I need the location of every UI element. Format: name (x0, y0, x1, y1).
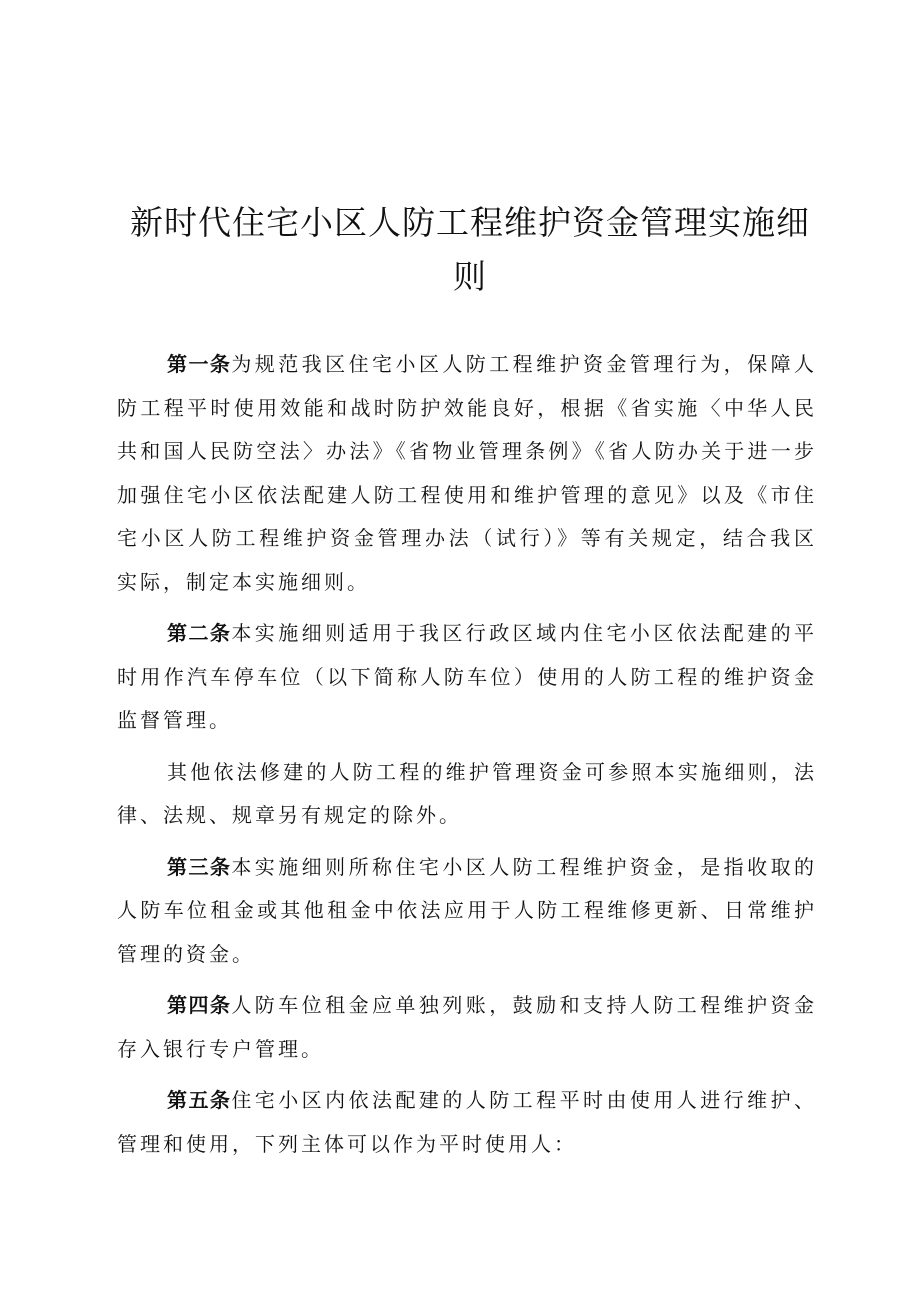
article-5 (117, 1079, 817, 1166)
article-label: 第一条 (167, 352, 232, 376)
document-title: 新时代住宅小区人防工程维护资金管理实施细则 (130, 203, 810, 296)
article-label: 第二条 (167, 621, 232, 645)
article-text: 住宅小区内依法配建的人防工程平时由使用人进行维护、管理和使用，下列主体可以作为平时使用人： (117, 1088, 818, 1156)
article-3 (117, 846, 817, 977)
article-2 (117, 612, 817, 743)
article-label: 第四条 (167, 993, 232, 1017)
article-text: 本实施细则适用于我区行政区域内住宅小区依法配建的平时用作汽车停车位（以下简称人防车位）使用的人防工程的维护资金监督管理。 (117, 621, 818, 732)
article-text: 为规范我区住宅小区人防工程维护资金管理行为，保障人防工程平时使用效能和战时防护效能良好，根据《省实施〈中华人民共和国人民防空法〉办法》《省物业管理条例》《省人防办关于进一步加强住宅小区依法配建人防工程使用和维护管理的意见》以及《市住宅小区人防工程维护资金管理办法（试行）》等有关规定，结合我区实际，制定本实施细则。 (117, 352, 818, 594)
article-1 (117, 343, 817, 604)
document-body (117, 343, 817, 1174)
article-2-paragraph (117, 751, 817, 838)
article-text: 本实施细则所称住宅小区人防工程维护资金，是指收取的人防车位租金或其他租金中依法应用于人防工程维修更新、日常维护管理的资金。 (117, 854, 818, 966)
article-label: 第五条 (167, 1088, 232, 1112)
article-label: 第三条 (167, 854, 232, 879)
article-text: 人防车位租金应单独列账，鼓励和支持人防工程维护资金存入银行专户管理。 (117, 993, 818, 1061)
article-4 (117, 984, 817, 1071)
article-text: 其他依法修建的人防工程的维护管理资金可参照本实施细则，法律、法规、规章另有规定的除外。 (117, 759, 817, 827)
